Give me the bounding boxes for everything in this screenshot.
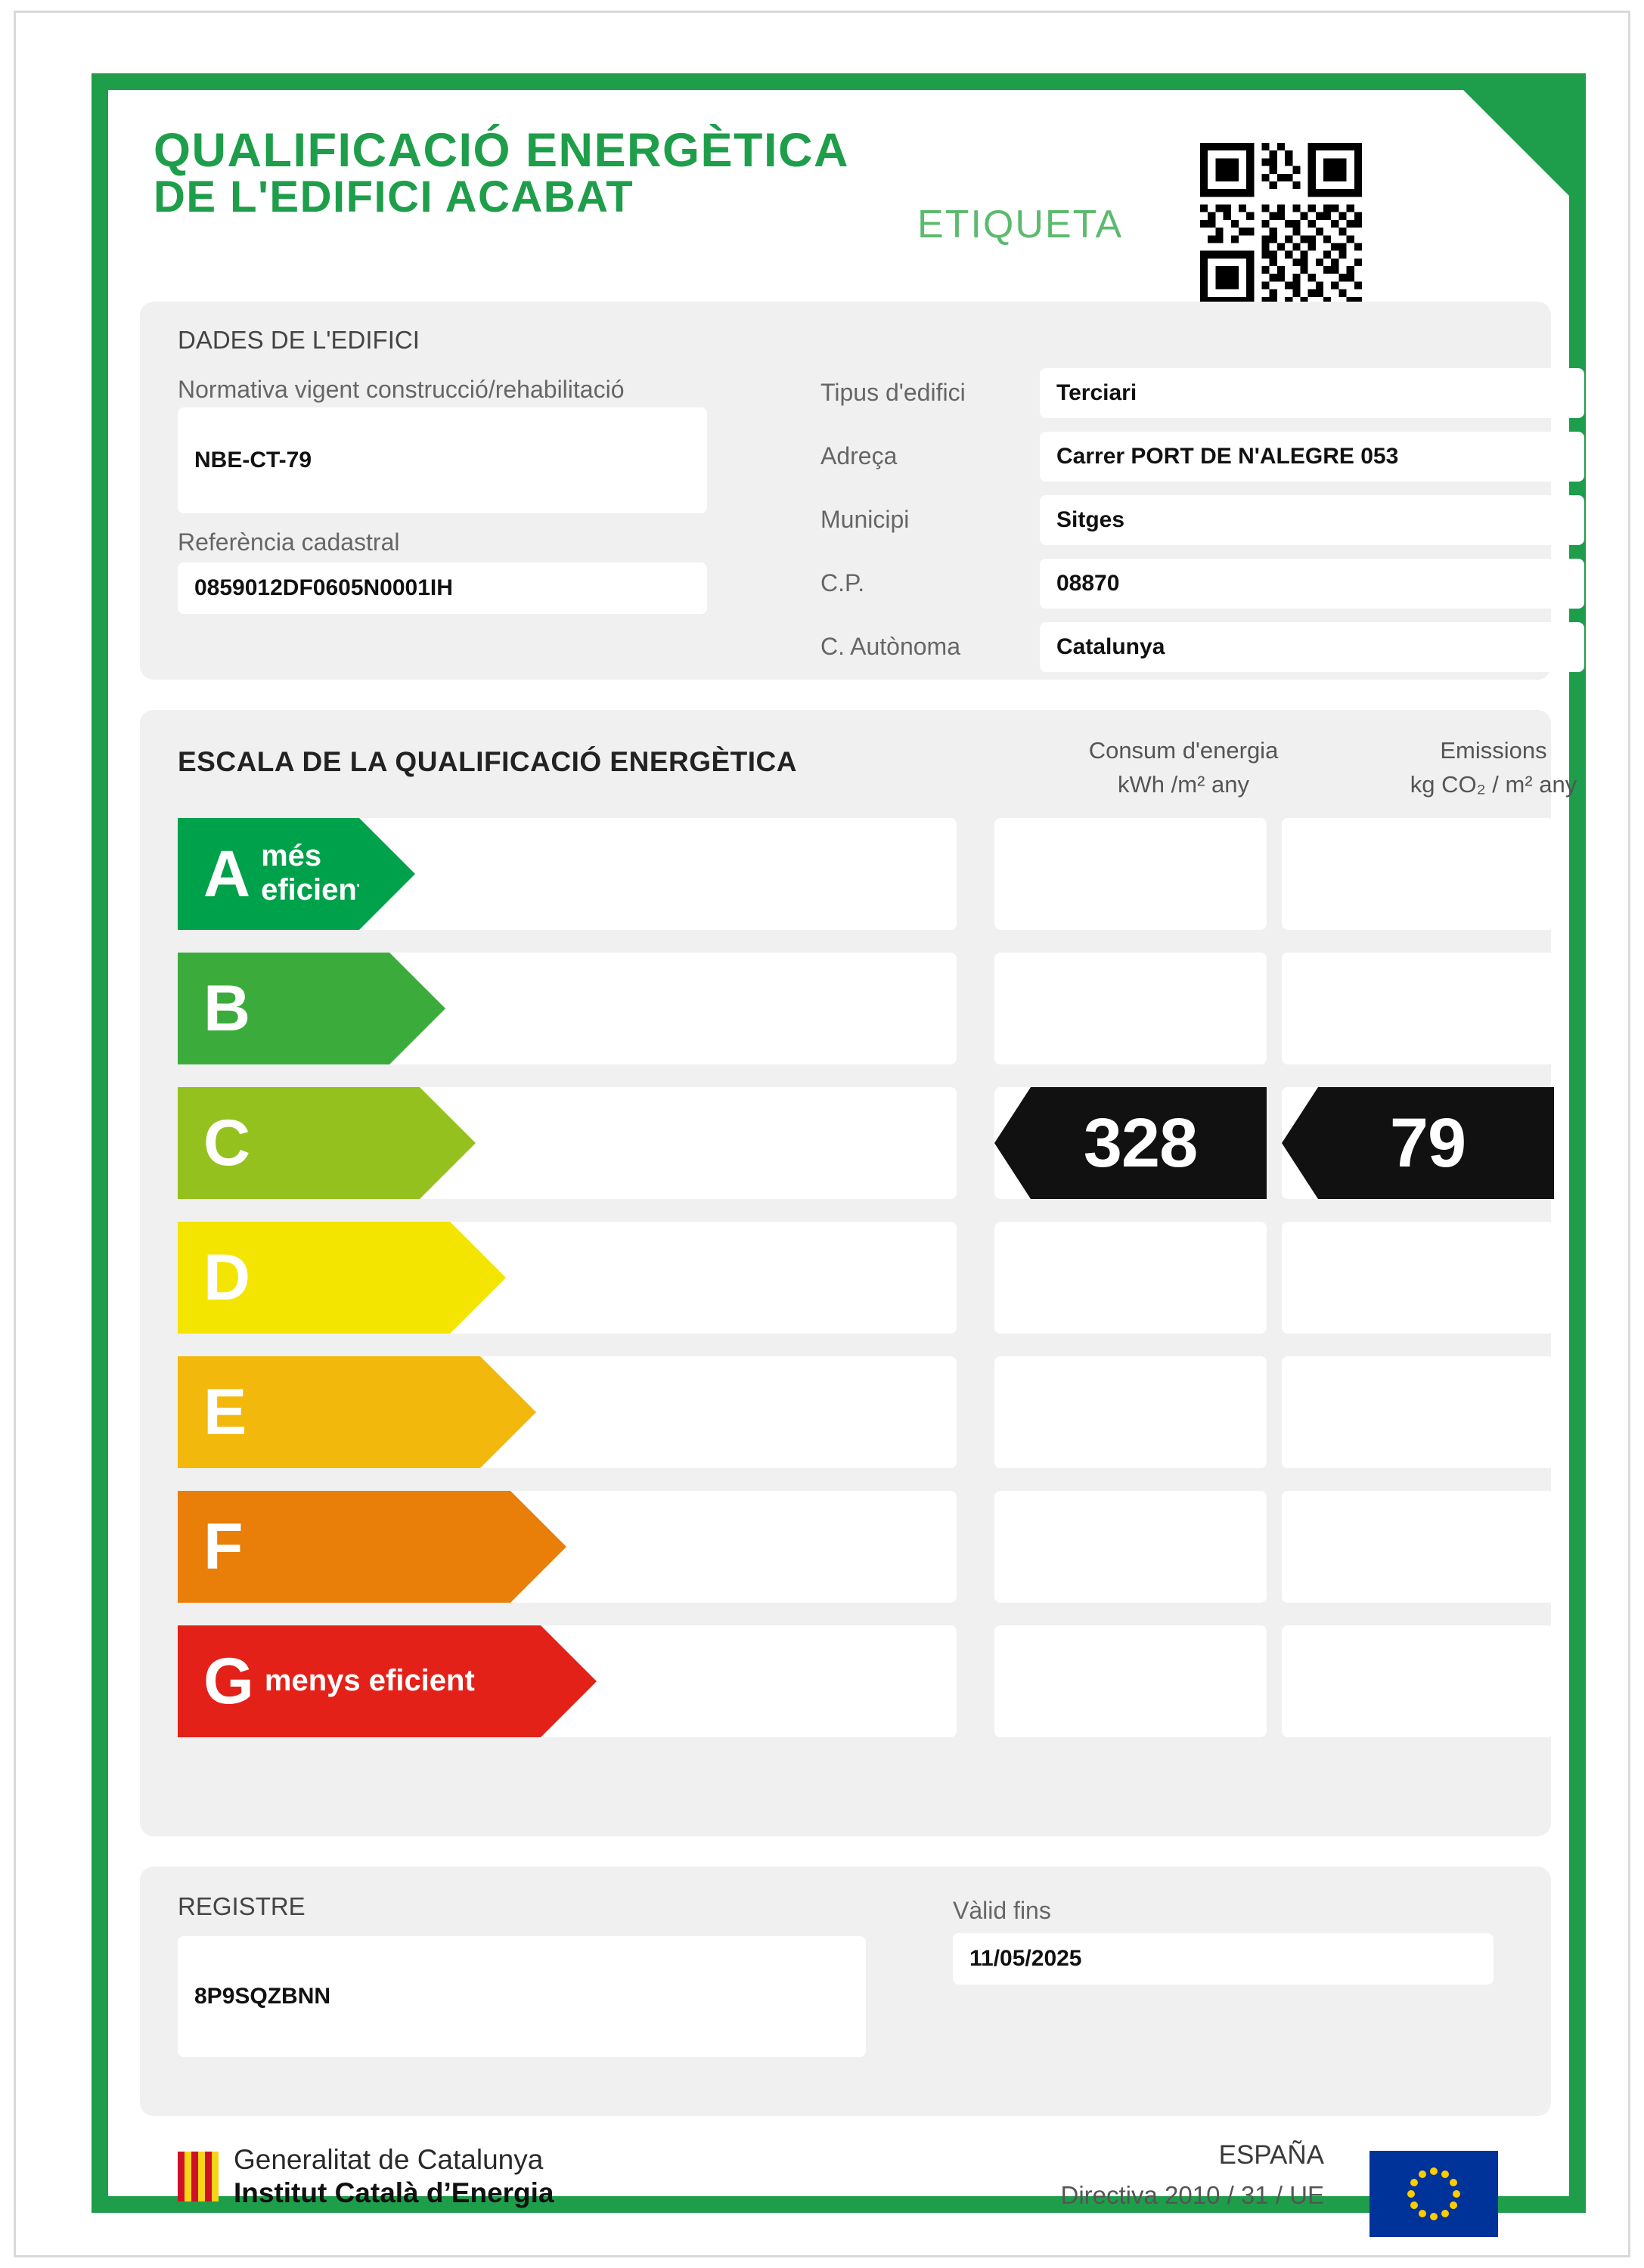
emissions-value-tag bbox=[1282, 1087, 1554, 1199]
municipi-label: Municipi bbox=[820, 506, 910, 533]
grade-arrow-a bbox=[178, 818, 415, 930]
catalonia-flag-icon bbox=[178, 2152, 219, 2201]
grade-letter: B bbox=[203, 972, 251, 1045]
sheet-frame bbox=[14, 11, 1630, 2257]
comunitat-autonoma-value: Catalunya bbox=[1040, 622, 1584, 672]
emissions-cell bbox=[1282, 818, 1554, 930]
consum-value-tag bbox=[994, 1087, 1267, 1199]
grade-note: menys eficient bbox=[264, 1663, 475, 1697]
org-name-line1: Generalitat de Catalunya bbox=[234, 2144, 544, 2175]
emissions-cell bbox=[1282, 953, 1554, 1064]
grade-arrow-f bbox=[178, 1491, 566, 1603]
grade-arrow-tip bbox=[420, 1087, 476, 1199]
grade-arrow-g bbox=[178, 1625, 597, 1737]
consum-header-line1: Consum d'energia bbox=[1088, 737, 1279, 764]
normativa-value: NBE-CT-79 bbox=[178, 407, 707, 513]
directive-label: Directiva 2010 / 31 / UE bbox=[1060, 2181, 1324, 2209]
grade-letter: F bbox=[203, 1510, 243, 1583]
emissions-cell bbox=[1282, 1222, 1554, 1334]
grade-letter: G bbox=[203, 1645, 254, 1718]
country-block bbox=[1061, 2140, 1325, 2210]
grade-arrow-tip bbox=[541, 1625, 597, 1737]
consum-cell bbox=[994, 953, 1267, 1064]
municipi-value: Sitges bbox=[1040, 495, 1584, 545]
country-label: ESPAÑA bbox=[1218, 2140, 1324, 2170]
grade-rows bbox=[178, 812, 1524, 1754]
grade-row-d bbox=[178, 1216, 1524, 1350]
page-subtitle: DE L'EDIFICI ACABAT bbox=[154, 172, 634, 222]
adreca-value: Carrer PORT DE N'ALEGRE 053 bbox=[1040, 432, 1584, 482]
eu-flag-icon bbox=[1369, 2151, 1498, 2237]
grade-row-a bbox=[178, 812, 1524, 947]
building-data-panel bbox=[140, 302, 1551, 680]
grade-letter: E bbox=[203, 1376, 247, 1448]
emissions-header-line1: Emissions bbox=[1440, 737, 1547, 764]
emissions-cell bbox=[1282, 1356, 1554, 1468]
grade-arrow-d bbox=[178, 1222, 506, 1334]
etiqueta-badge: ETIQUETA bbox=[917, 203, 1124, 246]
emissions-header-line2: kg CO₂ / m² any bbox=[1410, 770, 1577, 798]
registre-title: REGISTRE bbox=[178, 1892, 306, 1920]
grade-letter: A bbox=[203, 838, 251, 910]
grade-letter: D bbox=[203, 1241, 251, 1314]
label-inner bbox=[108, 90, 1577, 2209]
grade-arrow-tip bbox=[480, 1356, 536, 1468]
consum-value: 328 bbox=[1083, 1105, 1198, 1182]
org-name-line2: Institut Català d’Energia bbox=[234, 2177, 554, 2208]
building-section-title: DADES DE L'EDIFICI bbox=[178, 326, 420, 354]
grade-note: més eficient bbox=[261, 839, 368, 906]
comunitat-autonoma-label: C. Autònoma bbox=[820, 633, 960, 660]
consum-cell bbox=[994, 818, 1267, 930]
label-footer bbox=[140, 2131, 1551, 2260]
emissions-cell bbox=[1282, 1491, 1554, 1603]
cp-label: C.P. bbox=[820, 569, 865, 596]
grade-arrow-tip bbox=[389, 953, 445, 1064]
tipus-edifici-label: Tipus d'edifici bbox=[820, 379, 966, 406]
grade-row-b bbox=[178, 947, 1524, 1081]
grade-row-g bbox=[178, 1619, 1524, 1754]
consum-cell bbox=[994, 1222, 1267, 1334]
registre-code: 8P9SQZBNN bbox=[178, 1936, 866, 2057]
scale-title: ESCALA DE LA QUALIFICACIÓ ENERGÈTICA bbox=[178, 746, 797, 777]
energy-scale-panel bbox=[140, 710, 1577, 1836]
grade-arrow-tip bbox=[510, 1491, 566, 1603]
grade-row-c bbox=[178, 1081, 1524, 1216]
grade-arrow-tip bbox=[450, 1222, 506, 1334]
consum-cell bbox=[994, 1491, 1267, 1603]
cp-value: 08870 bbox=[1040, 559, 1584, 609]
emissions-cell bbox=[1282, 1625, 1554, 1737]
energy-label-card bbox=[92, 73, 1586, 2213]
consum-cell bbox=[994, 1625, 1267, 1737]
generalitat-logo-block bbox=[178, 2143, 554, 2209]
column-header-emissions bbox=[1350, 734, 1637, 802]
grade-arrow-e bbox=[178, 1356, 536, 1468]
column-header-consum bbox=[1040, 734, 1327, 802]
adreca-label: Adreça bbox=[820, 442, 898, 469]
registre-panel bbox=[140, 1867, 1551, 2116]
grade-row-f bbox=[178, 1485, 1524, 1619]
normativa-label: Normativa vigent construcció/rehabilitació bbox=[178, 376, 625, 403]
consum-cell bbox=[994, 1356, 1267, 1468]
grade-row-e bbox=[178, 1350, 1524, 1485]
label-header bbox=[154, 126, 1537, 285]
emissions-value: 79 bbox=[1389, 1105, 1466, 1182]
valid-until-label: Vàlid fins bbox=[953, 1897, 1051, 1924]
qr-code bbox=[1197, 140, 1365, 308]
valid-until-value: 11/05/2025 bbox=[953, 1933, 1494, 1984]
cadastral-label: Referència cadastral bbox=[178, 528, 400, 556]
grade-letter: C bbox=[203, 1107, 251, 1179]
cadastral-value: 0859012DF0605N0001IH bbox=[178, 562, 707, 614]
grade-arrow-b bbox=[178, 953, 445, 1064]
tipus-edifici-value: Terciari bbox=[1040, 368, 1584, 418]
consum-header-line2: kWh /m² any bbox=[1118, 770, 1249, 798]
grade-arrow-tip bbox=[359, 818, 415, 930]
page-title: QUALIFICACIÓ ENERGÈTICA bbox=[154, 124, 850, 177]
grade-arrow-c bbox=[178, 1087, 476, 1199]
